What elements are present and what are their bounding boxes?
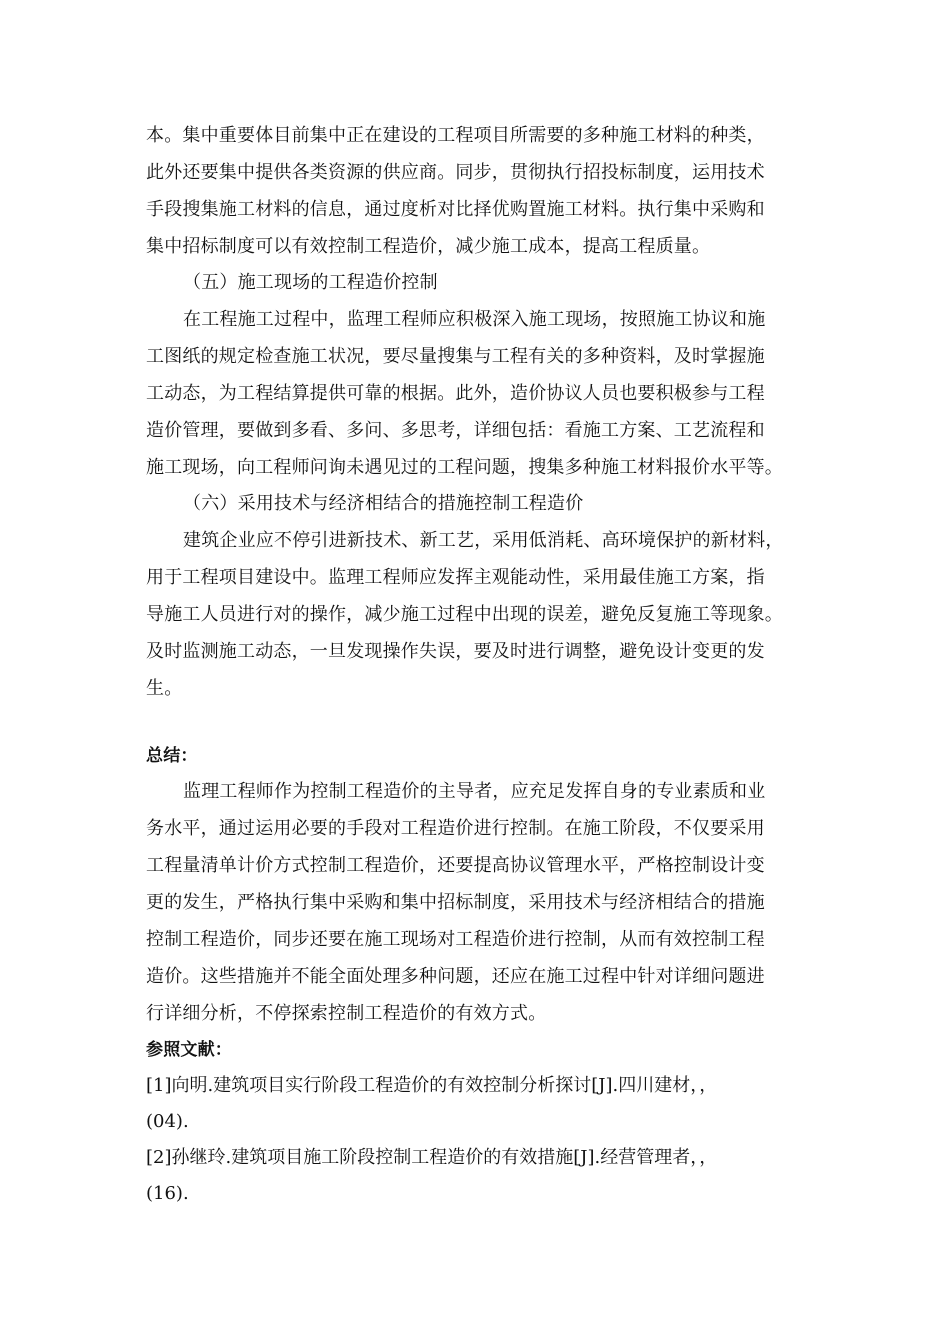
paragraph-line: 施工现场，向工程师问询未遇见过的工程问题，搜集多种施工材料报价水平等。 <box>146 457 783 478</box>
summary-line: 造价。这些措施并不能全面处理多种问题，还应在施工过程中针对详细问题进 <box>146 966 765 987</box>
paragraph-line: 生。 <box>146 678 183 699</box>
paragraph-line: 集中招标制度可以有效控制工程造价，减少施工成本，提高工程质量。 <box>146 236 711 257</box>
summary-line: 控制工程造价，同步还要在施工现场对工程造价进行控制，从而有效控制工程 <box>146 929 765 950</box>
paragraph-line: 此外还要集中提供各类资源的供应商。同步，贯彻执行招投标制度，运用技术 <box>146 162 765 183</box>
reference-item: [2]孙继玲.建筑项目施工阶段控制工程造价的有效措施[J].经营管理者，， <box>146 1147 718 1168</box>
summary-line: 务水平，通过运用必要的手段对工程造价进行控制。在施工阶段，不仅要采用 <box>146 818 765 839</box>
section-heading-5: （五）施工现场的工程造价控制 <box>183 272 438 293</box>
paragraph-line: 导施工人员进行对的操作，减少施工过程中出现的误差，避免反复施工等现象。 <box>146 604 783 625</box>
references-title: 参照文献： <box>146 1040 232 1060</box>
paragraph-line: 造价管理，要做到多看、多问、多思考，详细包括：看施工方案、工艺流程和 <box>146 420 765 441</box>
paragraph-line: 本。集中重要体目前集中正在建设的工程项目所需要的多种施工材料的种类， <box>146 125 765 146</box>
paragraph-line: 建筑企业应不停引进新技术、新工艺，采用低消耗、高环境保护的新材料， <box>183 530 784 551</box>
paragraph-line: 手段搜集施工材料的信息，通过度析对比择优购置施工材料。执行集中采购和 <box>146 199 765 220</box>
reference-item: (16). <box>146 1183 189 1204</box>
reference-item: (04). <box>146 1111 189 1132</box>
summary-line: 工程量清单计价方式控制工程造价，还要提高协议管理水平，严格控制设计变 <box>146 855 765 876</box>
paragraph-line: 在工程施工过程中，监理工程师应积极深入施工现场，按照施工协议和施 <box>183 309 766 330</box>
summary-line: 更的发生，严格执行集中采购和集中招标制度，采用技术与经济相结合的措施 <box>146 892 765 913</box>
summary-line: 行详细分析，不停探索控制工程造价的有效方式。 <box>146 1003 547 1024</box>
summary-line: 监理工程师作为控制工程造价的主导者，应充足发挥自身的专业素质和业 <box>183 781 766 802</box>
paragraph-line: 及时监测施工动态，一旦发现操作失误，要及时进行调整，避免设计变更的发 <box>146 641 765 662</box>
section-heading-6: （六）采用技术与经济相结合的措施控制工程造价 <box>183 493 584 514</box>
paragraph-line: 工图纸的规定检查施工状况，要尽量搜集与工程有关的多种资料，及时掌握施 <box>146 346 765 367</box>
paragraph-line: 工动态，为工程结算提供可靠的根据。此外，造价协议人员也要积极参与工程 <box>146 383 765 404</box>
summary-title: 总结： <box>146 746 198 766</box>
reference-item: [1]向明.建筑项目实行阶段工程造价的有效控制分析探讨[J].四川建材，， <box>146 1075 718 1096</box>
paragraph-line: 用于工程项目建设中。监理工程师应发挥主观能动性，采用最佳施工方案，指 <box>146 567 765 588</box>
